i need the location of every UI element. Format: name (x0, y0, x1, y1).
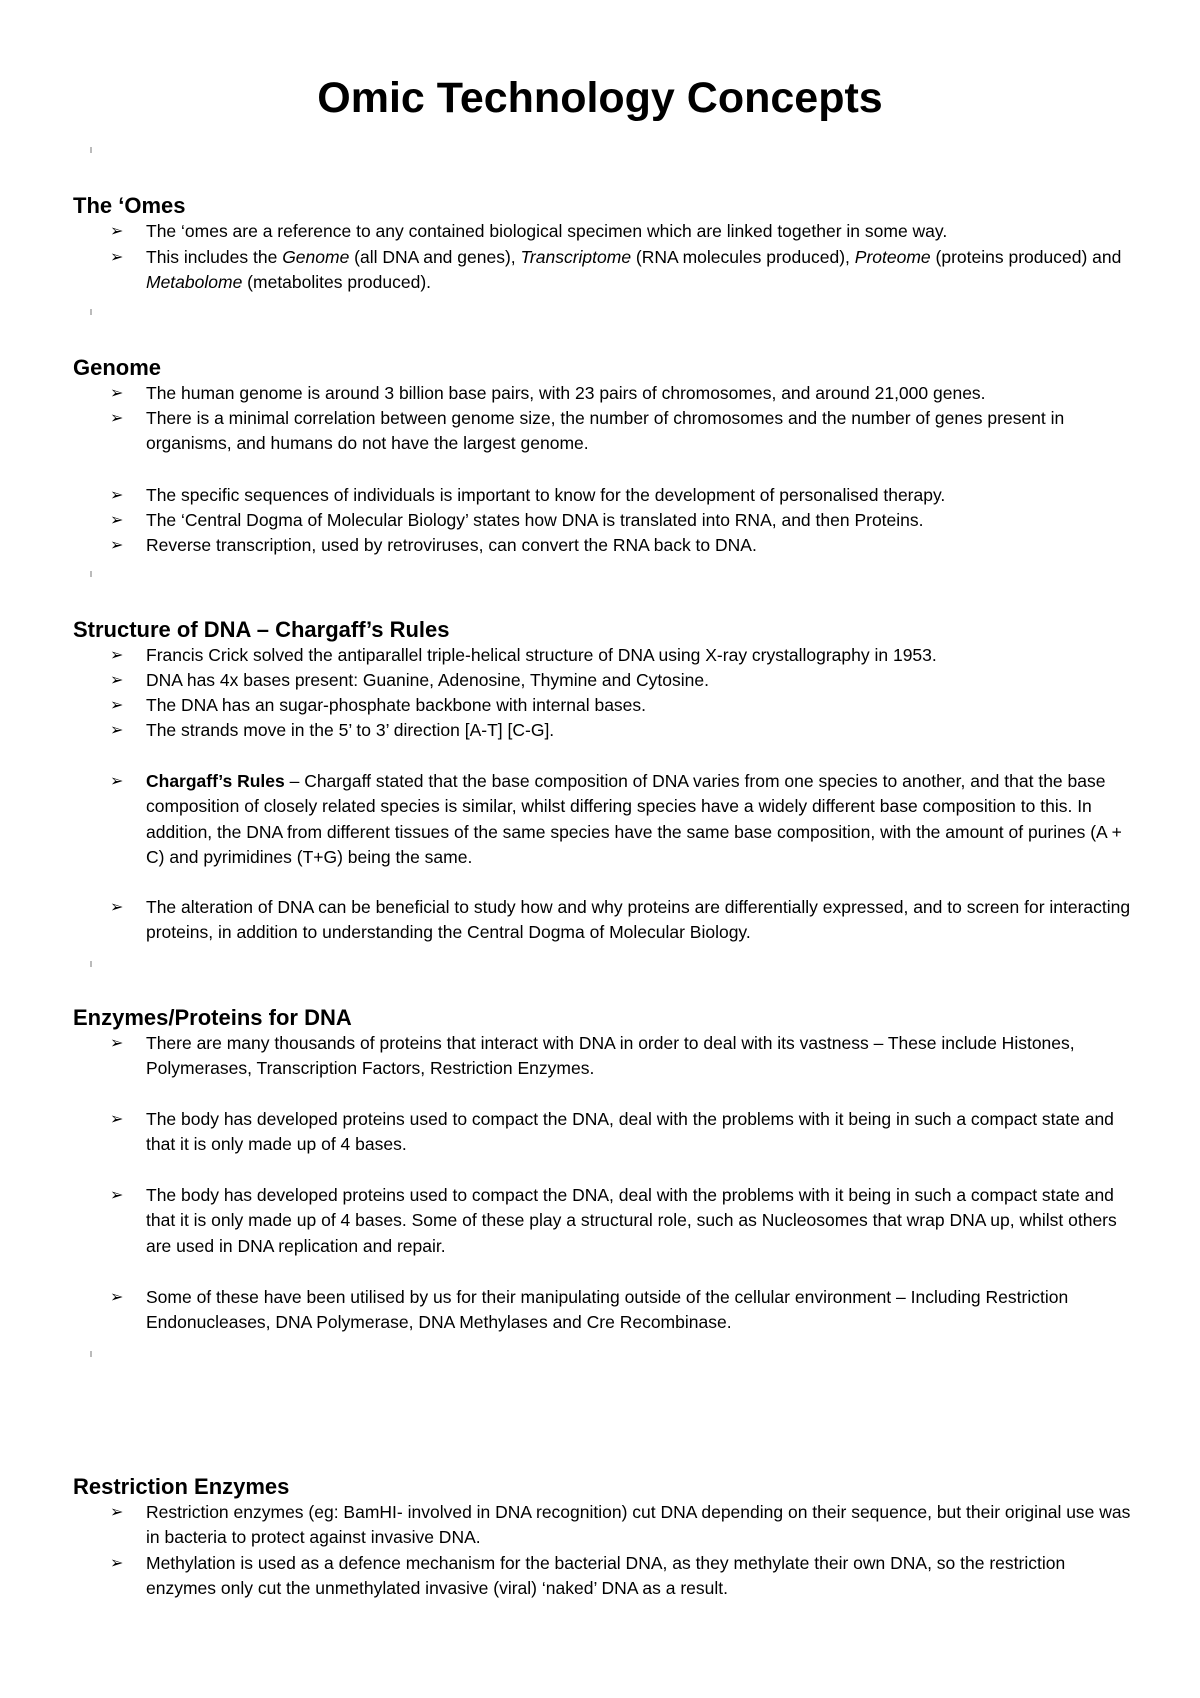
arrow-bullet-icon: ➢ (110, 385, 124, 402)
term-genome: Genome (282, 247, 350, 267)
list-item (110, 1551, 1140, 1602)
paragraph-mark (90, 309, 92, 315)
term-metabolome: Metabolome (146, 272, 243, 293)
list-item-text: Chargaff’s Rules – Chargaff stated that the base composition of DNA varies from one species to another, and that the base composition of closely related species is similar, whilst differing species have a widely different base composition to this. In addition, the DNA from different tissues of the same species have the same base composition, with the amount of purines (A + C) and pyrimidines (T+G) being the same. (146, 771, 1122, 868)
section-heading-restriction-enzymes: Restriction Enzymes (73, 1474, 290, 1499)
arrow-bullet-icon: ➢ (110, 647, 124, 664)
list-item-text: The body has developed proteins used to compact the DNA, deal with the problems with it being in such a compact state and that it is only made up of 4 bases. Some of these play a structural role, such as Nucleosomes that wrap DNA up, whilst others are used in DNA replication and repair. (146, 1185, 1117, 1256)
paragraph-mark (90, 961, 92, 967)
list-item (110, 693, 1140, 718)
list-item-text: Francis Crick solved the antiparallel triple-helical structure of DNA using X-ray crystallography in 1953. (146, 645, 937, 665)
list-item (110, 219, 1140, 244)
arrow-bullet-icon: ➢ (110, 697, 124, 714)
list-item (110, 718, 1140, 743)
arrow-bullet-icon: ➢ (110, 722, 124, 739)
list-item (110, 643, 1140, 668)
list-item-text: The body has developed proteins used to compact the DNA, deal with the problems with it being in such a compact state and that it is only made up of 4 bases. (146, 1109, 1114, 1155)
list-item-text: There are many thousands of proteins that interact with DNA in order to deal with its vastness – These include Histones, Polymerases, Transcription Factors, Restriction Enzymes. (146, 1033, 1075, 1079)
document-title: Omic Technology Concepts (317, 74, 883, 122)
list-item (110, 508, 1140, 533)
list-item (110, 1285, 1140, 1336)
arrow-bullet-icon: ➢ (110, 1111, 124, 1128)
list-item (110, 668, 1140, 693)
arrow-bullet-icon: ➢ (110, 410, 124, 427)
list-item (110, 769, 1140, 871)
list-item-text: The human genome is around 3 billion base pairs, with 23 pairs of chromosomes, and around 21,000 genes. (146, 383, 986, 403)
list-item-text: Restriction enzymes (eg: BamHI- involved in DNA recognition) cut DNA depending on their sequence, but their original use was in bacteria to protect against invasive DNA. (146, 1502, 1131, 1548)
list-item-text: The strands move in the 5’ to 3’ direction [A-T] [C-G]. (146, 720, 555, 740)
list-item (110, 483, 1140, 508)
list-item (110, 1107, 1140, 1158)
arrow-bullet-icon: ➢ (110, 899, 124, 916)
term-transcriptome: Transcriptome (520, 247, 632, 267)
section-heading-enzymes-proteins: Enzymes/Proteins for DNA (73, 1005, 352, 1030)
list-item-text: The DNA has an sugar-phosphate backbone with internal bases. (146, 695, 647, 715)
list-item-text: Some of these have been utilised by us for their manipulating outside of the cellular environment – Including Restriction Endonucleases, DNA Polymerase, DNA Methylases and Cre Recombinase. (146, 1287, 1069, 1333)
list-item-text: The ‘omes are a reference to any contained biological specimen which are linked together in some way. (146, 221, 948, 241)
term-proteome: Proteome (854, 247, 931, 267)
arrow-bullet-icon: ➢ (110, 223, 124, 240)
list-item (110, 1500, 1140, 1551)
arrow-bullet-icon: ➢ (110, 1289, 124, 1306)
paragraph-mark (90, 1351, 92, 1357)
list-item-text: There is a minimal correlation between genome size, the number of chromosomes and the number of genes present in organisms, and humans do not have the largest genome. (146, 408, 1065, 454)
list-item-text: Reverse transcription, used by retroviruses, can convert the RNA back to DNA. (146, 535, 757, 555)
list-item-text: The ‘Central Dogma of Molecular Biology’ states how DNA is translated into RNA, and then Proteins. (146, 510, 924, 530)
paragraph-mark (90, 571, 92, 577)
chargaffs-rules-term: Chargaff’s Rules (146, 771, 285, 791)
list-item-text: This includes the Genome (all DNA and genes), Transcriptome (RNA molecules produced), Proteome (proteins produced) and Metabolome (metabolites produced). (146, 247, 1122, 293)
arrow-bullet-icon: ➢ (110, 537, 124, 554)
list-item-text: The alteration of DNA can be beneficial to study how and why proteins are differentially expressed, and to screen for interacting proteins, in addition to understanding the Central Dogma of Molecular Biology. (146, 897, 1131, 943)
list-item (110, 1031, 1140, 1082)
arrow-bullet-icon: ➢ (110, 487, 124, 504)
arrow-bullet-icon: ➢ (110, 1555, 124, 1572)
arrow-bullet-icon: ➢ (110, 773, 124, 790)
list-item (110, 406, 1140, 457)
section-heading-omes: The ‘Omes (73, 193, 186, 218)
list-item (110, 533, 1140, 558)
section-heading-structure-of-dna: Structure of DNA – Chargaff’s Rules (73, 617, 450, 642)
list-item (110, 895, 1140, 946)
list-item (110, 245, 1140, 296)
arrow-bullet-icon: ➢ (110, 1504, 124, 1521)
paragraph-mark (90, 147, 92, 153)
list-item (110, 381, 1140, 406)
list-item (110, 1183, 1140, 1259)
arrow-bullet-icon: ➢ (110, 1187, 124, 1204)
list-item-text: The specific sequences of individuals is important to know for the development of personalised therapy. (146, 485, 946, 505)
list-item-text: DNA has 4x bases present: Guanine, Adenosine, Thymine and Cytosine. (146, 670, 709, 690)
list-item-text: Methylation is used as a defence mechanism for the bacterial DNA, as they methylate their own DNA, so the restriction enzymes only cut the unmethylated invasive (viral) ‘naked’ DNA as a result. (146, 1553, 1066, 1599)
arrow-bullet-icon: ➢ (110, 672, 124, 689)
arrow-bullet-icon: ➢ (110, 1035, 124, 1052)
section-heading-genome: Genome (73, 355, 162, 380)
arrow-bullet-icon: ➢ (110, 249, 124, 266)
arrow-bullet-icon: ➢ (110, 512, 124, 529)
